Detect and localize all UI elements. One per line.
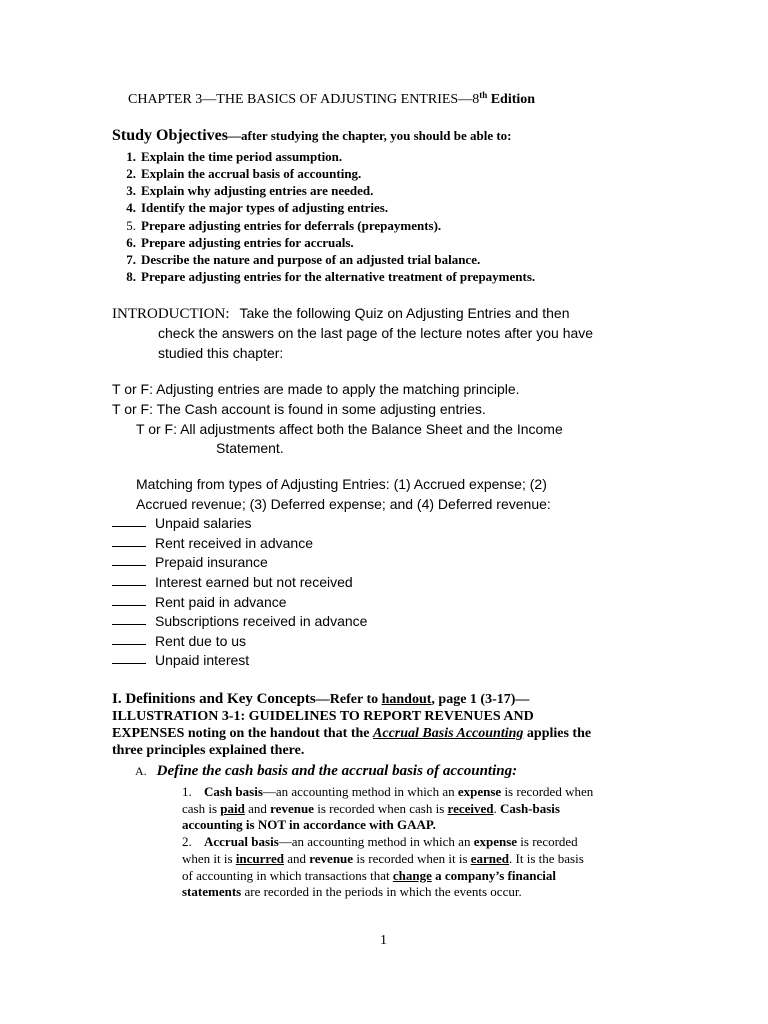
matching-instructions: Accrued revenue; (3) Deferred expense; and (4) Deferred revenue: xyxy=(136,496,551,512)
study-objectives-heading: Study Objectives—after studying the chapter, you should be able to: xyxy=(112,127,512,144)
objective-item: 8. Prepare adjusting entries for the alternative treatment of prepayments. xyxy=(126,269,536,284)
quiz-true-false: T or F: The Cash account is found in some adjusting entries. xyxy=(112,401,486,417)
introduction-line: check the answers on the last page of the lecture notes after you have xyxy=(158,325,594,341)
quiz-true-false: T or F: All adjustments affect both the Balance Sheet and the Income xyxy=(136,421,563,437)
quiz-true-false: Statement. xyxy=(216,440,284,456)
objective-item: 5. Prepare adjusting entries for deferrals (prepayments). xyxy=(126,218,442,233)
section-text: three principles explained there. xyxy=(112,743,305,758)
matching-item: Rent paid in advance xyxy=(112,594,287,610)
matching-item: Rent received in advance xyxy=(112,535,313,551)
page-number: 1 xyxy=(380,933,387,948)
matching-item: Rent due to us xyxy=(112,633,246,649)
accrual-basis-definition: of accounting in which transactions that change a company’s financial xyxy=(182,868,556,883)
page-title: CHAPTER 3—THE BASICS OF ADJUSTING ENTRIES—8th Edition xyxy=(128,90,536,107)
objective-item: 6. Prepare adjusting entries for accruals. xyxy=(126,235,354,250)
matching-item: Unpaid interest xyxy=(112,652,249,668)
cash-basis-definition: cash is paid and revenue is recorded when cash is received. Cash-basis xyxy=(182,801,560,816)
objective-item: 1. Explain the time period assumption. xyxy=(126,149,343,164)
section-text: EXPENSES noting on the handout that the Accrual Basis Accounting applies the xyxy=(112,726,592,741)
introduction-line: INTRODUCTION: Take the following Quiz on Adjusting Entries and then xyxy=(112,305,570,322)
cash-basis-definition: accounting is NOT in accordance with GAAP. xyxy=(182,817,436,832)
matching-item: Interest earned but not received xyxy=(112,574,353,590)
accrual-basis-definition: when it is incurred and revenue is recorded when it is earned. It is the basis xyxy=(182,851,584,866)
accrual-basis-definition: statements are recorded in the periods in which the events occur. xyxy=(182,884,522,899)
section-text: ILLUSTRATION 3-1: GUIDELINES TO REPORT REVENUES AND xyxy=(112,709,534,724)
matching-item: Subscriptions received in advance xyxy=(112,613,367,629)
matching-instructions: Matching from types of Adjusting Entries: (1) Accrued expense; (2) xyxy=(136,476,547,492)
accrual-basis-definition: 2. Accrual basis—an accounting method in which an expense is recorded xyxy=(182,834,578,849)
objective-item: 2. Explain the accrual basis of accounting. xyxy=(126,166,362,181)
quiz-true-false: T or F: Adjusting entries are made to apply the matching principle. xyxy=(112,381,520,397)
matching-item: Unpaid salaries xyxy=(112,515,252,531)
objective-item: 4. Identify the major types of adjusting entries. xyxy=(126,200,389,215)
matching-item: Prepaid insurance xyxy=(112,554,268,570)
section-heading: I. Definitions and Key Concepts—Refer to handout, page 1 (3-17)— xyxy=(112,691,530,707)
objective-item: 7. Describe the nature and purpose of an adjusted trial balance. xyxy=(126,252,481,267)
objective-item: 3. Explain why adjusting entries are needed. xyxy=(126,183,374,198)
subsection-a-heading: A. Define the cash basis and the accrual basis of accounting: xyxy=(135,763,518,779)
cash-basis-definition: 1. Cash basis—an accounting method in which an expense is recorded when xyxy=(182,784,594,799)
introduction-line: studied this chapter: xyxy=(158,345,284,361)
